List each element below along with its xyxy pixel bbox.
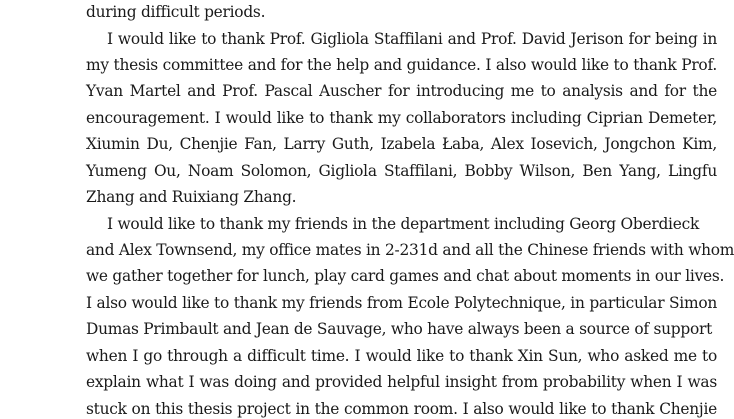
text-line: when I go through a difficult time. I would like to thank Xin Sun, who asked me to bbox=[86, 347, 717, 365]
paragraph-first-line: I would like to thank Prof. Gigliola Staffilani and Prof. David Jerison for being in bbox=[107, 30, 717, 48]
text-line: Xiumin Du, Chenjie Fan, Larry Guth, Izabela Łaba, Alex Iosevich, Jongchon Kim, bbox=[86, 135, 717, 153]
text-line: we gather together for lunch, play card games and chat about moments in our lives. bbox=[86, 267, 725, 285]
text-line: Yvan Martel and Prof. Pascal Auscher for introducing me to analysis and for the bbox=[86, 82, 717, 100]
text-line: encouragement. I would like to thank my collaborators including Ciprian Demeter, bbox=[86, 109, 717, 127]
text-line: stuck on this thesis project in the common room. I also would like to thank Chenjie bbox=[86, 400, 717, 418]
text-line: I also would like to thank my friends from Ecole Polytechnique, in particular Simon bbox=[86, 294, 717, 312]
text-line: my thesis committee and for the help and guidance. I also would like to thank Prof. bbox=[86, 56, 717, 74]
text-line: Dumas Primbault and Jean de Sauvage, who have always been a source of support bbox=[86, 320, 713, 338]
text-line: and Alex Townsend, my office mates in 2-231d and all the Chinese friends with whom bbox=[86, 241, 734, 259]
text-line: Yumeng Ou, Noam Solomon, Gigliola Staffilani, Bobby Wilson, Ben Yang, Lingfu bbox=[86, 162, 717, 180]
text-line: during difficult periods. bbox=[86, 3, 266, 21]
text-line: Zhang and Ruixiang Zhang. bbox=[86, 188, 297, 206]
text-line: explain what I was doing and provided helpful insight from probability when I was bbox=[86, 373, 717, 391]
paragraph-first-line: I would like to thank my friends in the department including Georg Oberdieck bbox=[107, 215, 700, 233]
